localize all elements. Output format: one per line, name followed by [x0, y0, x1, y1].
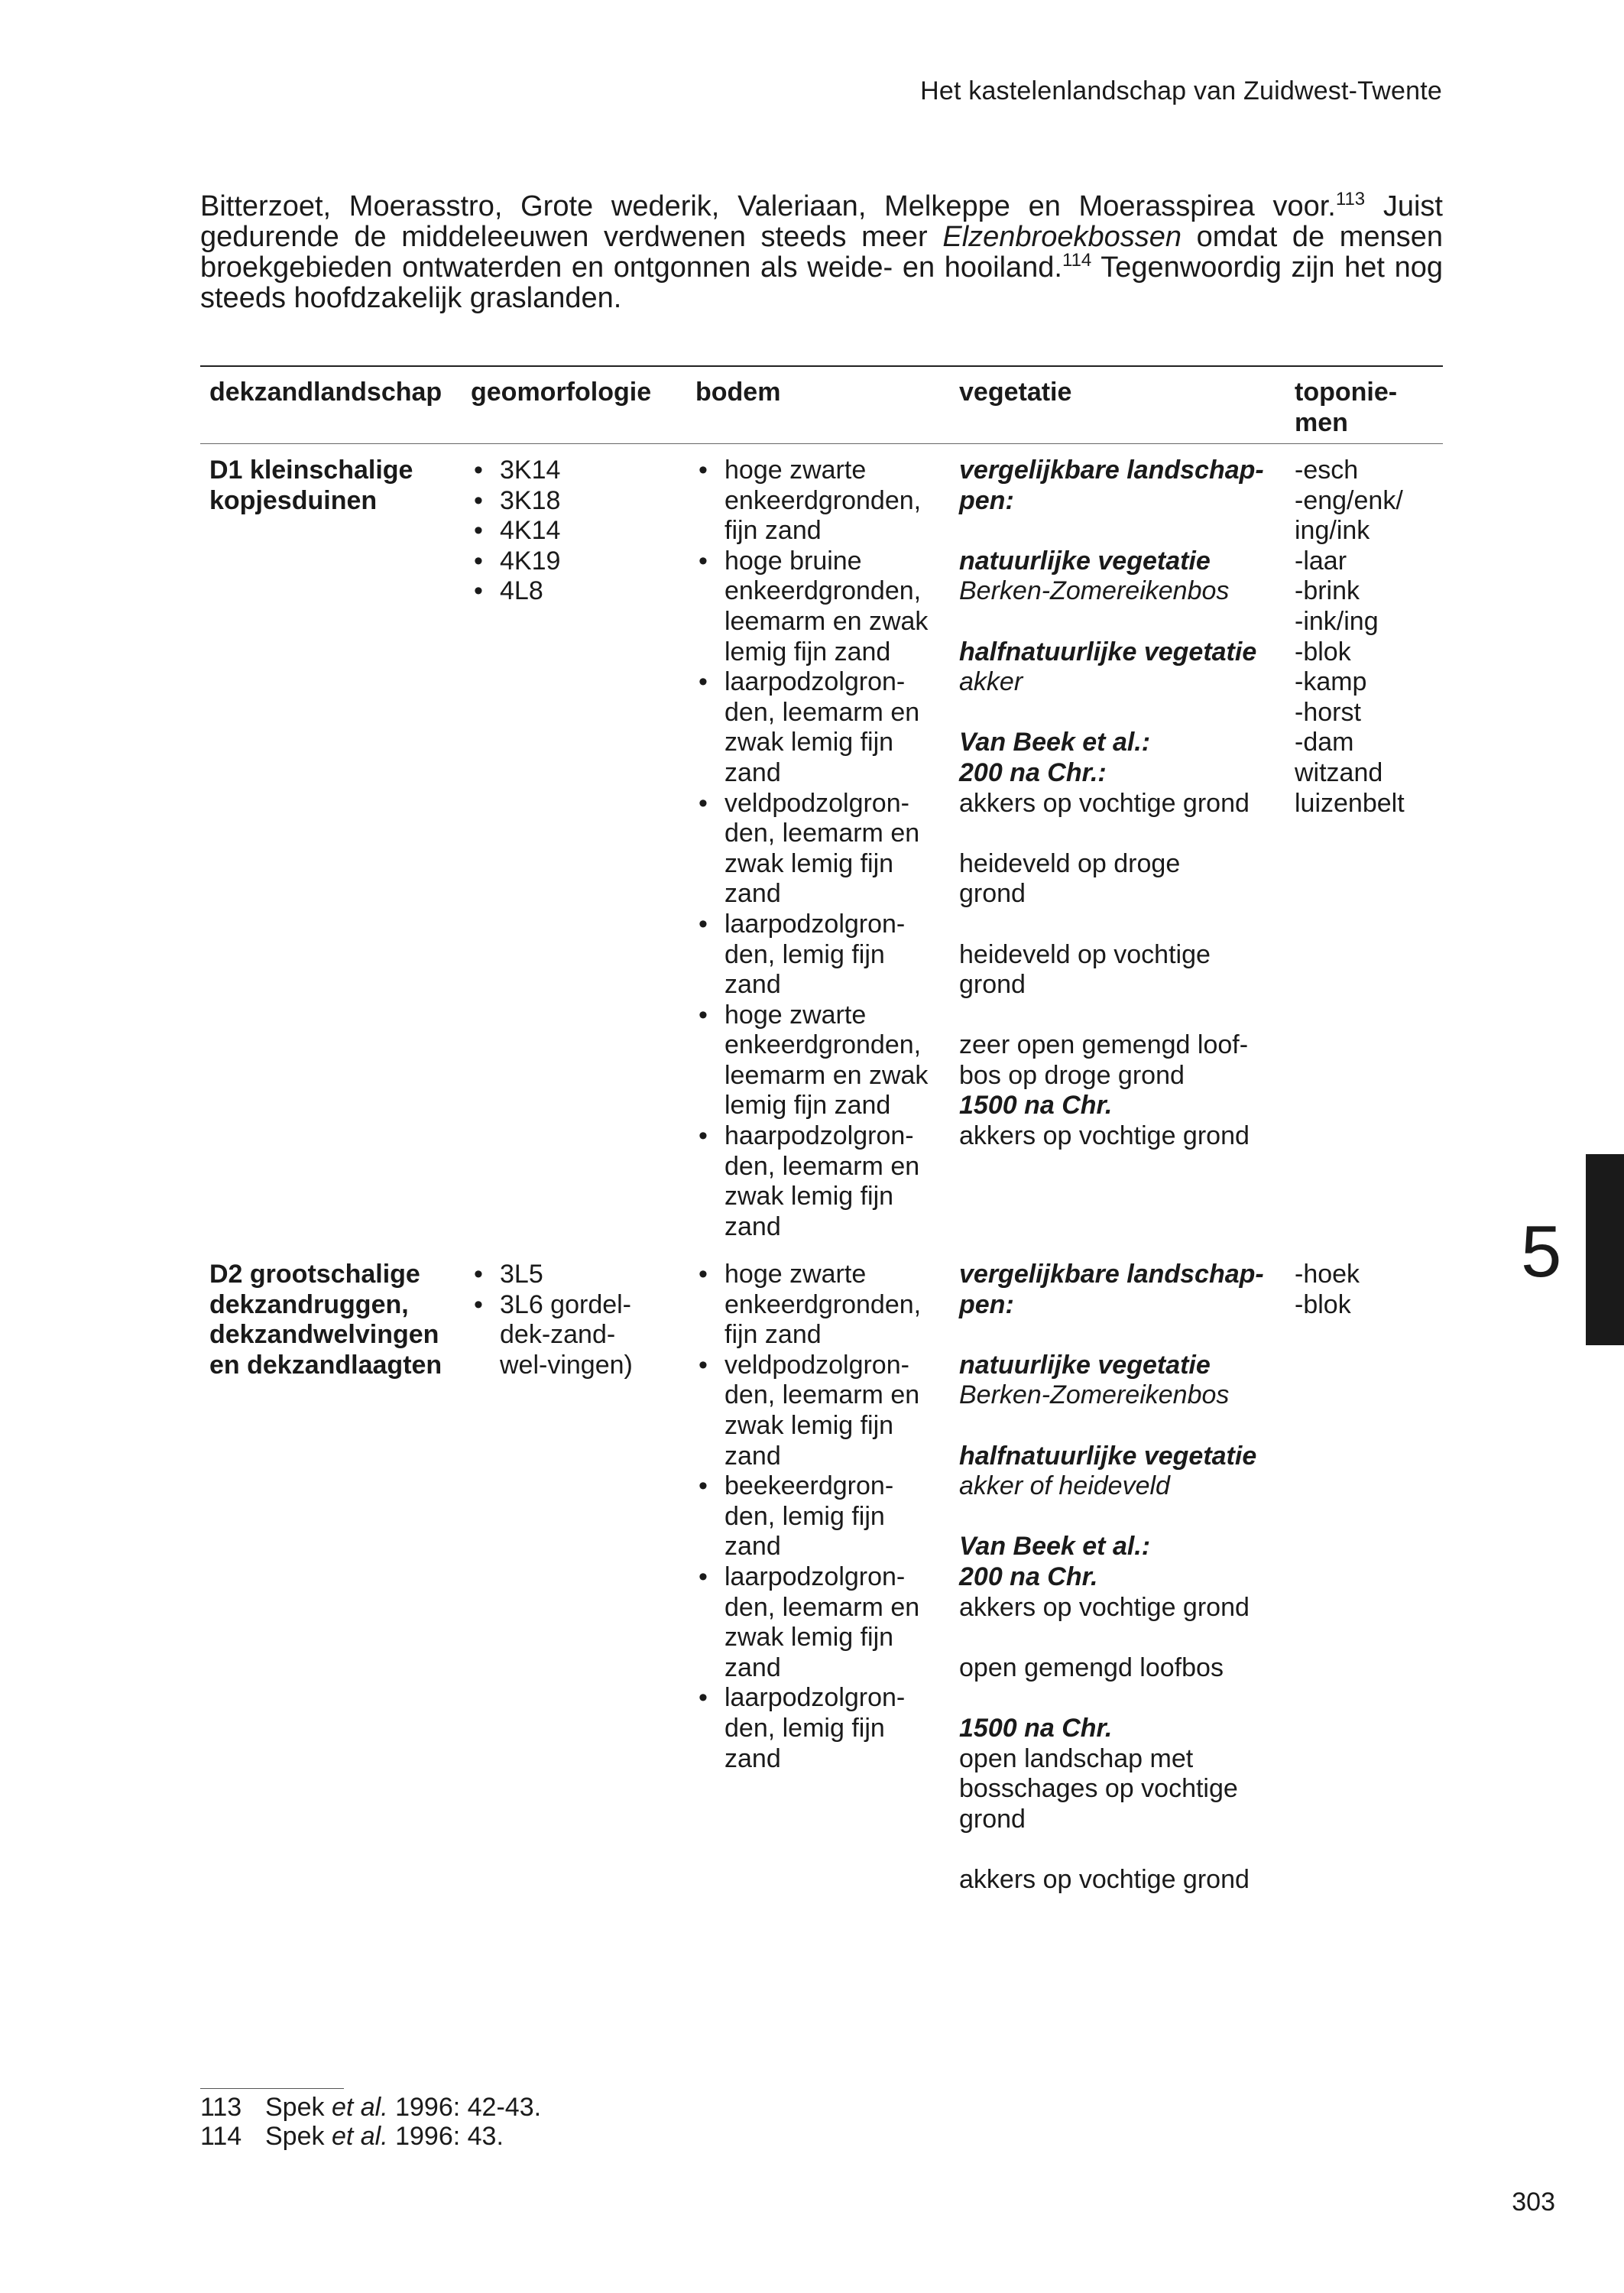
row2-bodem-item	[695, 1683, 948, 1774]
header-geomorfologie: geomorfologie	[471, 378, 652, 407]
table-header-rule	[200, 443, 1443, 444]
veg-text: open landschap met	[959, 1743, 1194, 1773]
bodem-line: • haarpodzolgron-	[724, 1121, 914, 1151]
toponiem: luizenbelt	[1295, 788, 1405, 818]
row2-vegetatie	[959, 1260, 1295, 1895]
bodem-line: • laarpodzolgron-	[724, 1683, 906, 1713]
bodem-line: zand	[724, 1652, 781, 1682]
intro-text-2: Juist gedurende de middeleeuwen verdwenen steeds meer	[200, 190, 1443, 253]
row1-bodem-item	[695, 456, 948, 546]
toponiem: -blok	[1295, 1289, 1351, 1319]
bodem-line: den, leemarm en	[724, 1380, 920, 1410]
veg-seminatural-label: halfnatuurlijke vegetatie	[959, 637, 1257, 666]
header-dekzandlandschap: dekzandlandschap	[209, 378, 442, 407]
bodem-line: den, lemig fijn	[724, 1501, 885, 1531]
veg-text: grond	[959, 1804, 1026, 1834]
chapter-tab	[1586, 1154, 1624, 1345]
veg-natural-value: Berken-Zomereikenbos	[959, 1380, 1230, 1410]
row1-landscape	[209, 456, 462, 516]
bodem-line: zand	[724, 1743, 781, 1773]
toponiem: -dam	[1295, 728, 1354, 757]
veg-seminatural-value: akker	[959, 667, 1023, 697]
bodem-line: enkeerdgronden,	[724, 1030, 922, 1060]
row2-landscape-line: D2 grootschalige	[209, 1260, 420, 1289]
veg-text: open gemengd loofbos	[959, 1652, 1224, 1682]
veg-van-beek-label: Van Beek et al.:	[959, 1532, 1151, 1562]
veg-text: bos op droge grond	[959, 1060, 1185, 1090]
veg-text: akkers op vochtige grond	[959, 1864, 1250, 1894]
footnote-ref-113[interactable]: 113	[1335, 189, 1366, 209]
veg-period-1500: 1500 na Chr.	[959, 1713, 1113, 1743]
veg-comparable-label: pen:	[959, 1289, 1014, 1319]
row2-bodem	[695, 1260, 948, 1774]
veg-seminatural-label: halfnatuurlijke vegetatie	[959, 1441, 1257, 1471]
veg-text: zeer open gemengd loof-	[959, 1030, 1249, 1060]
bodem-line: • laarpodzolgron-	[724, 909, 906, 939]
row1-bodem-item	[695, 1001, 948, 1121]
intro-paragraph	[200, 191, 1443, 313]
row2-landscape	[209, 1260, 462, 1380]
veg-van-beek-label: Van Beek et al.:	[959, 728, 1151, 757]
bodem-line: zand	[724, 1532, 781, 1562]
bodem-line: zwak lemig fijn	[724, 1410, 894, 1440]
toponiem: ing/ink	[1295, 516, 1370, 546]
bodem-line: zwak lemig fijn	[724, 1623, 894, 1652]
header-toponiemen	[1295, 378, 1447, 438]
bodem-line: • veldpodzolgron-	[724, 788, 909, 818]
footnotes	[200, 2093, 541, 2151]
bodem-line: zand	[724, 970, 781, 1000]
row1-geo-item: • 4L8	[471, 576, 685, 607]
bodem-line: lemig fijn zand	[724, 1091, 891, 1121]
veg-comparable-label: vergelijkbare landschap-	[959, 1260, 1264, 1289]
footnote-114	[200, 2122, 541, 2151]
footnote-113	[200, 2093, 541, 2122]
header-toponiemen-line-1: toponie-	[1295, 378, 1398, 407]
row1-bodem-item	[695, 1121, 948, 1242]
veg-period-200: 200 na Chr.:	[959, 757, 1107, 787]
veg-text: bosschages op vochtige	[959, 1774, 1238, 1804]
footnote-italic: et al.	[331, 2093, 388, 2122]
footnote-number: 114	[200, 2122, 242, 2151]
footnote-number: 113	[200, 2093, 242, 2122]
footnote-text: 1996: 43.	[387, 2122, 504, 2151]
veg-comparable-label: vergelijkbare landschap-	[959, 456, 1264, 485]
page-number: 303	[1512, 2188, 1555, 2217]
bodem-line: • hoge zwarte	[724, 1260, 867, 1289]
veg-text: heideveld op vochtige	[959, 939, 1211, 969]
bodem-line: den, leemarm en	[724, 1151, 920, 1181]
veg-text: heideveld op droge	[959, 848, 1181, 878]
footnote-ref-114[interactable]: 114	[1062, 250, 1092, 271]
row2-landscape-line: dekzandruggen,	[209, 1289, 409, 1319]
bodem-line: zwak lemig fijn	[724, 848, 894, 878]
footnote-text: Spek	[265, 2122, 332, 2151]
bodem-line: leemarm en zwak	[724, 1060, 929, 1090]
veg-period-1500: 1500 na Chr.	[959, 1091, 1113, 1121]
bodem-line: • hoge zwarte	[724, 1000, 867, 1030]
row1-bodem-item	[695, 667, 948, 788]
row1-landscape-line: D1 kleinschalige	[209, 456, 413, 485]
veg-text: akkers op vochtige grond	[959, 788, 1250, 818]
row1-vegetatie	[959, 456, 1295, 1152]
header-toponiemen-line-2: men	[1295, 407, 1348, 437]
toponiem: witzand	[1295, 757, 1383, 787]
bodem-line: • veldpodzolgron-	[724, 1350, 909, 1380]
row1-bodem-item	[695, 546, 948, 667]
veg-natural-label: natuurlijke vegetatie	[959, 546, 1211, 576]
veg-seminatural-value: akker of heideveld	[959, 1471, 1170, 1501]
bodem-line: enkeerdgronden,	[724, 1289, 922, 1319]
geo-line: dek-zand-	[500, 1320, 616, 1350]
bodem-line: lemig fijn zand	[724, 637, 891, 666]
geo-line: • 3L5	[500, 1260, 543, 1289]
footnote-italic: et al.	[331, 2122, 388, 2151]
bodem-line: • hoge bruine	[724, 546, 862, 576]
geo-line: wel-vingen)	[500, 1350, 633, 1380]
bodem-line: enkeerdgronden,	[724, 576, 922, 606]
row1-geomorfologie	[471, 456, 685, 607]
veg-text: akkers op vochtige grond	[959, 1592, 1250, 1622]
row2-landscape-line: en dekzandlaagten	[209, 1350, 442, 1380]
row2-geo-item	[471, 1290, 685, 1381]
geo-line: • 3L6 gordel-	[500, 1289, 632, 1319]
footnote-text: Spek	[265, 2093, 332, 2122]
bodem-line: zwak lemig fijn	[724, 1182, 894, 1211]
veg-comparable-label: pen:	[959, 485, 1014, 515]
chapter-number: 5	[1521, 1211, 1562, 1292]
row2-toponiemen	[1295, 1260, 1447, 1320]
toponiem: -horst	[1295, 697, 1361, 727]
intro-text-1: Bitterzoet, Moerasstro, Grote wederik, Valeriaan, Melkeppe en Moerasspirea voor.	[200, 190, 1336, 222]
row1-bodem-item	[695, 910, 948, 1001]
row1-geo-item: • 4K19	[471, 546, 685, 577]
row1-bodem-item	[695, 789, 948, 910]
bodem-line: den, leemarm en	[724, 697, 920, 727]
row1-landscape-line: kopjesduinen	[209, 485, 378, 515]
bodem-line: fijn zand	[724, 516, 822, 546]
bodem-line: • hoge zwarte	[724, 456, 867, 485]
toponiem: -esch	[1295, 456, 1359, 485]
running-header: Het kastelenlandschap van Zuidwest-Twente	[920, 76, 1442, 105]
footnote-text: 1996: 42-43.	[387, 2093, 542, 2122]
table-top-rule	[200, 365, 1443, 367]
bodem-line: den, lemig fijn	[724, 939, 885, 969]
row2-geomorfologie	[471, 1260, 685, 1380]
row2-bodem-item	[695, 1260, 948, 1351]
row1-geo-item: • 3K18	[471, 486, 685, 517]
veg-natural-label: natuurlijke vegetatie	[959, 1350, 1211, 1380]
row2-landscape-line: dekzandwelvingen	[209, 1320, 439, 1350]
row2-geo-item	[471, 1260, 685, 1290]
row1-geo-item: • 3K14	[471, 456, 685, 486]
bodem-line: den, lemig fijn	[724, 1713, 885, 1743]
row1-bodem	[695, 456, 948, 1242]
row1-toponiemen	[1295, 456, 1447, 819]
toponiem: -laar	[1295, 546, 1347, 576]
bodem-line: zand	[724, 757, 781, 787]
header-bodem: bodem	[695, 378, 781, 407]
bodem-line: • laarpodzolgron-	[724, 667, 906, 697]
bodem-line: den, leemarm en	[724, 819, 920, 848]
intro-text-3: omdat de mensen broekgebieden ontwaterden en ontgonnen als weide- en hooiland.	[200, 221, 1443, 284]
bodem-line: zand	[724, 879, 781, 909]
bodem-line: • laarpodzolgron-	[724, 1562, 906, 1591]
toponiem: -brink	[1295, 576, 1360, 606]
veg-text: grond	[959, 970, 1026, 1000]
bodem-line: zand	[724, 1211, 781, 1241]
toponiem: -hoek	[1295, 1260, 1360, 1289]
bodem-line: • beekeerdgron-	[724, 1471, 894, 1501]
row2-bodem-item	[695, 1471, 948, 1562]
bodem-line: leemarm en zwak	[724, 606, 929, 636]
bodem-line: fijn zand	[724, 1320, 822, 1350]
intro-italic-term: Elzenbroekbossen	[942, 221, 1182, 253]
veg-text: grond	[959, 879, 1026, 909]
footnote-rule	[200, 2088, 344, 2089]
row2-bodem-item	[695, 1562, 948, 1683]
toponiem: -blok	[1295, 637, 1351, 666]
toponiem: -kamp	[1295, 667, 1367, 697]
bodem-line: zand	[724, 1441, 781, 1471]
header-vegetatie: vegetatie	[959, 378, 1072, 407]
veg-text: akkers op vochtige grond	[959, 1121, 1250, 1151]
row2-bodem-item	[695, 1351, 948, 1471]
bodem-line: zwak lemig fijn	[724, 728, 894, 757]
veg-natural-value: Berken-Zomereikenbos	[959, 576, 1230, 606]
toponiem: -eng/enk/	[1295, 485, 1403, 515]
row1-geo-item: • 4K14	[471, 516, 685, 546]
toponiem: -ink/ing	[1295, 606, 1379, 636]
bodem-line: den, leemarm en	[724, 1592, 920, 1622]
veg-period-200: 200 na Chr.	[959, 1562, 1098, 1591]
intro-text-4: Tegenwoordig zijn het nog steeds hoofdzakelijk graslanden.	[200, 251, 1443, 314]
bodem-line: enkeerdgronden,	[724, 485, 922, 515]
